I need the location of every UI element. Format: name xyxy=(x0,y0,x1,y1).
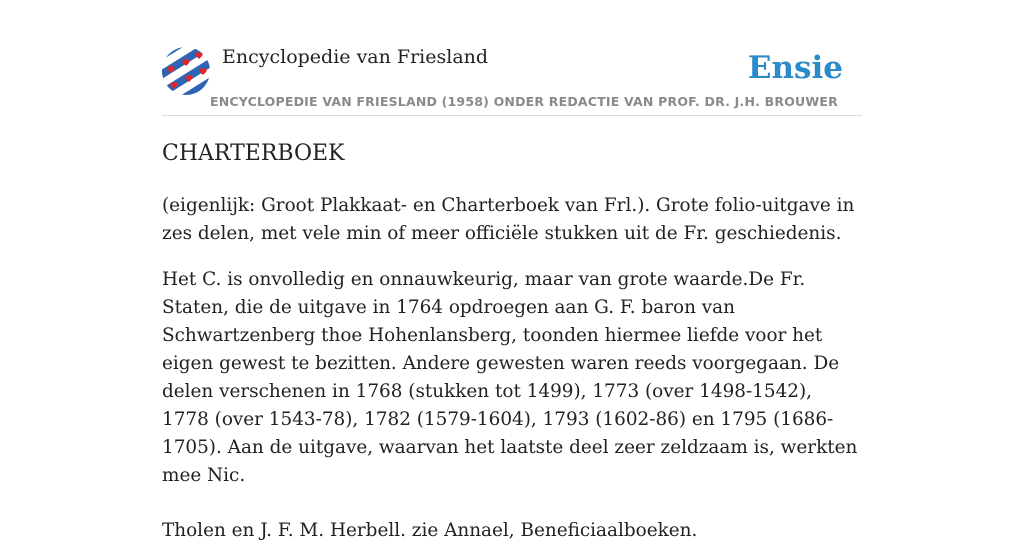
brand-logo[interactable]: Ensie xyxy=(747,50,843,86)
article xyxy=(162,138,862,545)
site-title[interactable]: Encyclopedie van Friesland xyxy=(222,46,489,68)
site-subtitle: ENCYCLOPEDIE VAN FRIESLAND (1958) ONDER REDACTIE VAN PROF. DR. J.H. BROUWER xyxy=(210,94,838,109)
article-paragraph: Het C. is onvolledig en onnauwkeurig, maar van grote waarde.De Fr. Staten, die de uitgave in 1764 opdroegen aan G. F. baron van Schwartzenberg thoe Hohenlansberg, toonden hiermee liefde voor het eigen gewest te bezitten. Andere gewesten waren reeds voorgegaan. De delen verschenen in 1768 (stukken tot 1499), 1773 (over 1498-1542), 1778 (over 1543-78), 1782 (1579-1604), 1793 (1602-86) en 1795 (1686-1705). Aan de uitgave, waarvan het laatste deel zeer zeldzaam is, werkten mee Nic. xyxy=(162,269,858,486)
article-paragraph: (eigenlijk: Groot Plakkaat- en Charterboek van Frl.). Grote folio-uitgave in zes delen, met vele min of meer officiële stukken uit de Fr. geschiedenis. xyxy=(162,195,855,244)
friesland-flag-icon[interactable] xyxy=(162,47,210,95)
article-paragraph: Tholen en J. F. M. Herbell. zie Annael, Beneficiaalboeken. xyxy=(162,520,698,541)
site-header xyxy=(162,44,862,116)
page-title: CHARTERBOEK xyxy=(162,141,345,166)
